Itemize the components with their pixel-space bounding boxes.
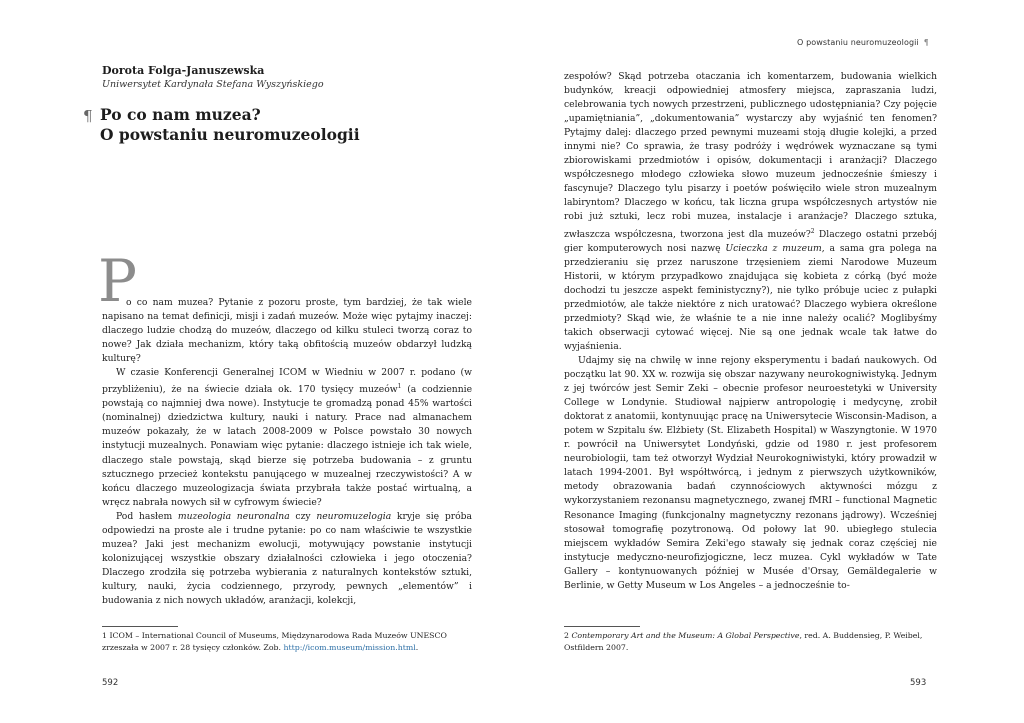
paragraph: napisano na temat definicji, misji i zadań muzeów. Może więc pytajmy inaczej: dlaczego ludzie chodzą do muzeów, dlaczego od kilku stuleci tworzą coraz to nowe? Jak działa mechanizm, który taką obfitością muzeów obdarzył ludzką kulturę?: [102, 311, 472, 365]
paragraph: W czasie Konferencji Generalnej ICOM w Wiedniu w 2007 r. podano (w przybliżeniu), że na świecie działa ok. 170 tysięcy muzeów$^1$ (a codziennie powstają co najmniej dwa nowe). Instytucje te gromadzą ponad 45% wartości (nominalnej) dziedzictwa kultury, nauki i natury. Prace nad almanachem muzeów pokazały, że w latach 2008-2009 w Polsce powstało 30 nowych instytucji muzealnych. Ponawiam więc pytanie: dlaczego istnieje ich tak wiele, dlaczego stale powstają, skąd bierze się potrzeba budowania – z gruntu sztucznego przecież kontekstu panującego w muzealnej rzeczywistości? A w końcu dlaczego muzeologizacja świata przybrała także postać wirtualną, a wręcz nabrała nowych sił w cyfrowym świecie?: [102, 367, 473, 508]
title-line-1: Po co nam muzea?: [100, 105, 261, 124]
title-line-2: O powstaniu neuromuzeologii: [100, 125, 360, 144]
author-affiliation: Uniwersytet Kardynała Stefana Wyszyńskiego: [102, 79, 324, 90]
footnote-2: 2 Contemporary Art and the Museum: A Global Perspective, red. A. Buddensieg, P. Weibel, Ostfildern 2007.: [564, 631, 923, 652]
running-head: O powstaniu neuromuzeologii ¶: [797, 38, 929, 47]
pilcrow-icon: ¶: [83, 107, 93, 125]
body-first-line: o co nam muzea? Pytanie z pozoru proste, tym bardziej, że tak wiele: [126, 297, 472, 308]
footnote-ref-1[interactable]: 1: [397, 383, 402, 391]
left-body-text: [102, 310, 472, 608]
pilcrow-icon: ¶: [923, 38, 929, 47]
paragraph: Pod hasłem muzeologia neuronalna czy neuromuzelogia kryje się próba odpowiedzi na proste ale i trudne pytanie: po co nam właściwie te wszystkie muzea? Jaki jest mechanizm ewolucji, motywujący powstanie instytucji kolonizującej wszystkie obszary działalności człowieka i jego otoczenia? Dlaczego zrodziła się potrzeba wybierania z naturalnych kontekstów sztuki, kultury, nauki, życia codziennego, przyrody, pewnych „elementów” i budowania z nich nowych układów, aranżacji, kolekcji,: [102, 510, 472, 606]
article-title: [100, 105, 360, 145]
page-number-right: 593: [910, 678, 927, 688]
footnote-ref-2[interactable]: 2: [810, 227, 815, 235]
footnote-rule: [564, 626, 640, 627]
author-name: Dorota Folga-Januszewska: [102, 64, 265, 77]
drop-cap: P: [98, 247, 138, 315]
paragraph: Udajmy się na chwilę w inne rejony eksperymentu i badań naukowych. Od początku lat 90. XX w. rozwija się obszar nazywany neurokogniwistyką. Jednym z jej twórców jest Semir Zeki – obecnie profesor neuroestetyki w University College w Londynie. Studiował najpierw antropologię i medycynę, zrobił doktorat z anatomii, kontynuując pracę na Uniwersytecie Wisconsin-Madison, a potem w Szpitalu św. Elżbiety (St. Elizabeth Hospital) w Waszyngtonie. W 1970 r. powrócił na Uniwersytet Londyński, gdzie od 1980 r. jest profesorem neurobiologii, tam też otworzył Wydział Neurokogniwistyki, który prowadził w latach 1994-2001. Był współtwórcą, i jednym z pierwszych użytkowników, metody obrazowania badań czynnościowych aktywności mózgu z wykorzystaniem rezonansu magnetycznego, zwanej fMRI – functional Magnetic Resonance Imaging (funkcjonalny magnetyczny rezonans jądrowy). Wcześniej stosował tomografię pozytronową. Od połowy lat 90. ubiegłego stulecia miejscem wykładów Semira Zeki'ego stawały się jednak coraz częściej nie instytucje medyczno-neurofizjogiczne, lecz muzea. Cykl wykładów w Tate Gallery – kontynuowanych później w Musée d'Orsay, Gemäldegalerie w Berlinie, w Getty Museum w Los Angeles – a jednocześnie to-: [564, 355, 937, 591]
footnote-link[interactable]: http://icom.museum/mission.html: [283, 643, 416, 652]
paragraph: zespołów? Skąd potrzeba otaczania ich komentarzem, budowania wielkich budynków, kreacji odpowiedniej atmosfery miejsca, zapraszania ludzi, celebrowania tych nowych przestrzeni, publicznego udostępniania? Czy pojęcie „upamiętniania”, „dokumentowania” wystarczy aby wyjaśnić ten fenomen? Pytajmy dalej: dlaczego przed pewnymi muzeami stoją długie kolejki, a przed innymi nie? Co sprawia, że trasy podróży i wędrówek wyznaczane są tymi zbiorowiskami przedmiotów i opisów, dokumentacji i aranżacji? Dlaczego współczesnego młodego człowieka słowo muzeum jednocześnie śmieszy i fascynuje? Dlaczego tylu pisarzy i poetów poświęciło wiele stron muzealnym labiryntom? Dlaczego w końcu, tak liczna grupa współczesnych artystów nie robi już sztuki, lecz robi muzea, instalacje i aranżacje? Dlaczego sztuka, zwłaszcza współczesna, tworzona jest dla muzeów?$^2$ Dlaczego ostatni przebój gier komputerowych nosi nazwę Ucieczka z muzeum, a sama gra polega na przedzieraniu się przez naruszone trzęsieniem ziemi Narodowe Muzeum Historii, w którym przypadkowo znajdująca się kobieta z córką (być może dochodzi tu jeszcze aspekt feministyczny?), nie tylko próbuje uciec z pułapki przedmiotów, ale także niektóre z nich uratować? Dlaczego wybiera określone przedmioty? Skąd wie, że właśnie te a nie inne należy ocalić? Moglibyśmy takich obserwacji cytować więcej. Nie są one jednak wcale tak łatwe do wyjaśnienia.: [564, 71, 938, 352]
page-number-left: 592: [102, 678, 119, 688]
footnote-rule: [102, 626, 178, 627]
right-body-text: [564, 70, 937, 593]
right-page: [512, 0, 1024, 723]
footnote-1: 1 ICOM – International Council of Museums, Międzynarodowa Rada Muzeów UNESCO zrzeszała w 2007 r. 28 tysięcy członków. Zob. http://icom.museum/mission.html.: [102, 631, 447, 652]
